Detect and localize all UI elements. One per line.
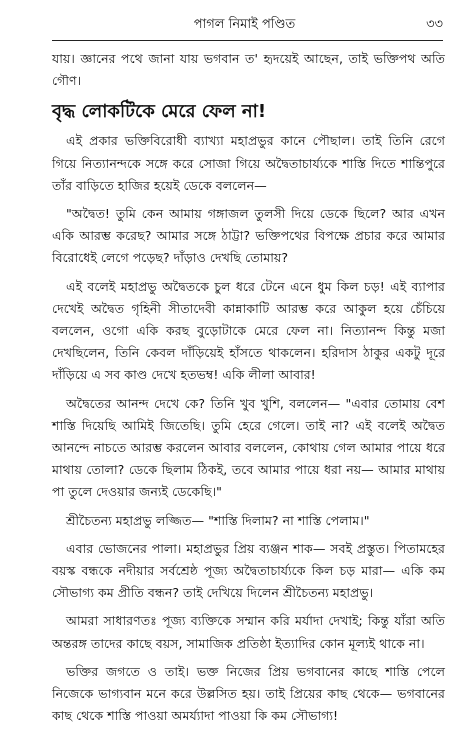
paragraph: "অদ্বৈত! তুমি কেন আমায় গঙ্গাজল তুলসী দিয়ে ডেকে ছিলে? আর এখন একি আরম্ভ করেছ? আমার সঙ্গে ঠাট্টা? ভক্তিপথের বিপক্ষে প্রচার করে আমার বিরোধেই লেগে পড়েছ? দাঁড়াও দেখছি তোমায়? bbox=[52, 206, 445, 266]
paragraph: এবার ভোজনের পালা। মহাপ্রভুর প্রিয় ব্যঞ্জন শাক— সবই প্রস্তুত। পিতামহের বয়স্ক বন্ধকে নদীয়ার সর্বশ্রেষ্ঠ পূজ্য অদ্বৈতাচার্য্যকে কিল চড় মারা— একি কম সৌভাগ্য কম প্রীতি বন্ধন? তাই দেখিয়ে দিলেন শ্রীচৈতন্য মহাপ্রভু। bbox=[52, 540, 445, 601]
section-heading: বৃদ্ধ লোকটিকে মেরে ফেল না! bbox=[52, 101, 267, 123]
paragraph: আমরা সাধারণতঃ পূজ্য ব্যক্তিকে সম্মান করি মর্যাদা দেখাই; কিন্তু যাঁরা অতি অন্তরঙ্গ তাদের কাছে বয়স, সামাজিক প্রতিষ্ঠা ইত্যাদির কোন মূল্যই থাকে না। bbox=[52, 613, 445, 651]
page-number: ৩৩ bbox=[426, 17, 443, 32]
paragraph: এই বলেই মহাপ্রভু অদ্বৈতকে চুল ধরে টেনে এনে ধুম কিল চড়! এই ব্যাপার দেখেই অদ্বৈত গৃহিনী সীতাদেবী কান্নাকাটি আরম্ভ করে আকুল হয়ে চেঁচিয়ে বললেন, ওগো একি করছ বুড়োটাকে মেরে ফেল না। নিত্যানন্দ কিন্তু মজা দেখছিলেন, তিনি কেবল দাঁড়িয়েই হাঁসতে থাকলেন। হরিদাস ঠাকুর একটু দূরে দাঁড়িয়ে এ সব কাণ্ড দেখে হতভম্ব! একি লীলা আবার! bbox=[52, 278, 445, 383]
header-rule bbox=[52, 40, 443, 41]
paragraph: ভক্তির জগতে ও তাই। ভক্ত নিজের প্রিয় ভগবানের কাছে শাস্তি পেলে নিজেকে ভাগ্যবান মনে করে উল্লসিত হয়। তাই প্রিয়ের কাছ থেকে— ভগবানের কাছ থেকে শাস্তি পাওয়া অমর্য্যাদা পাওয়া কি কম সৌভাগ্য! bbox=[52, 663, 445, 724]
header-title: পাগল নিমাই পণ্ডিত bbox=[193, 17, 296, 32]
page-body bbox=[52, 48, 445, 733]
paragraph: অদ্বৈতের আনন্দ দেখে কে? তিনি খুব খুশি, বললেন— "এবার তোমায় বেশ শাস্তি দিয়েছি আমিই জিতেছি। তুমি হেরে গেলে। তাই না? এই বলেই অদ্বৈত আনন্দে নাচতে আরম্ভ করলেন আবার বললেন, কোথায় গেল আমার পায়ে ধরে মাথায় তোলা? ডেকে ছিলাম ঠিকই, তবে আমার পায়ে ধরা নয়— আমার মাথায় পা তুলে দেওয়ার জন্যই ডেকেছি।" bbox=[52, 395, 445, 500]
paragraph: এই প্রকার ভক্তিবিরোধী ব্যাখ্যা মহাপ্রভুর কানে পৌছাল। তাই তিনি রেগে গিয়ে নিত্যানন্দকে সঙ্গে করে সোজা গিয়ে অদ্বৈতাচার্য্যকে শাস্তি দিতে শান্তিপুরে তাঁর বাড়িতে হাজির হয়েই ডেকে বললেন— bbox=[52, 133, 445, 193]
paragraph-continued: যায়। জ্ঞানের পথে জানা যায় ভগবান ত' হৃদয়েই আছেন, তাই ভক্তিপথ অতি গৌণ। bbox=[52, 51, 445, 89]
running-header bbox=[46, 14, 443, 36]
paragraph: শ্রীচৈতন্য মহাপ্রভু লজ্জিত— "শাস্তি দিলাম? না শাস্তি পেলাম।" bbox=[66, 512, 370, 528]
